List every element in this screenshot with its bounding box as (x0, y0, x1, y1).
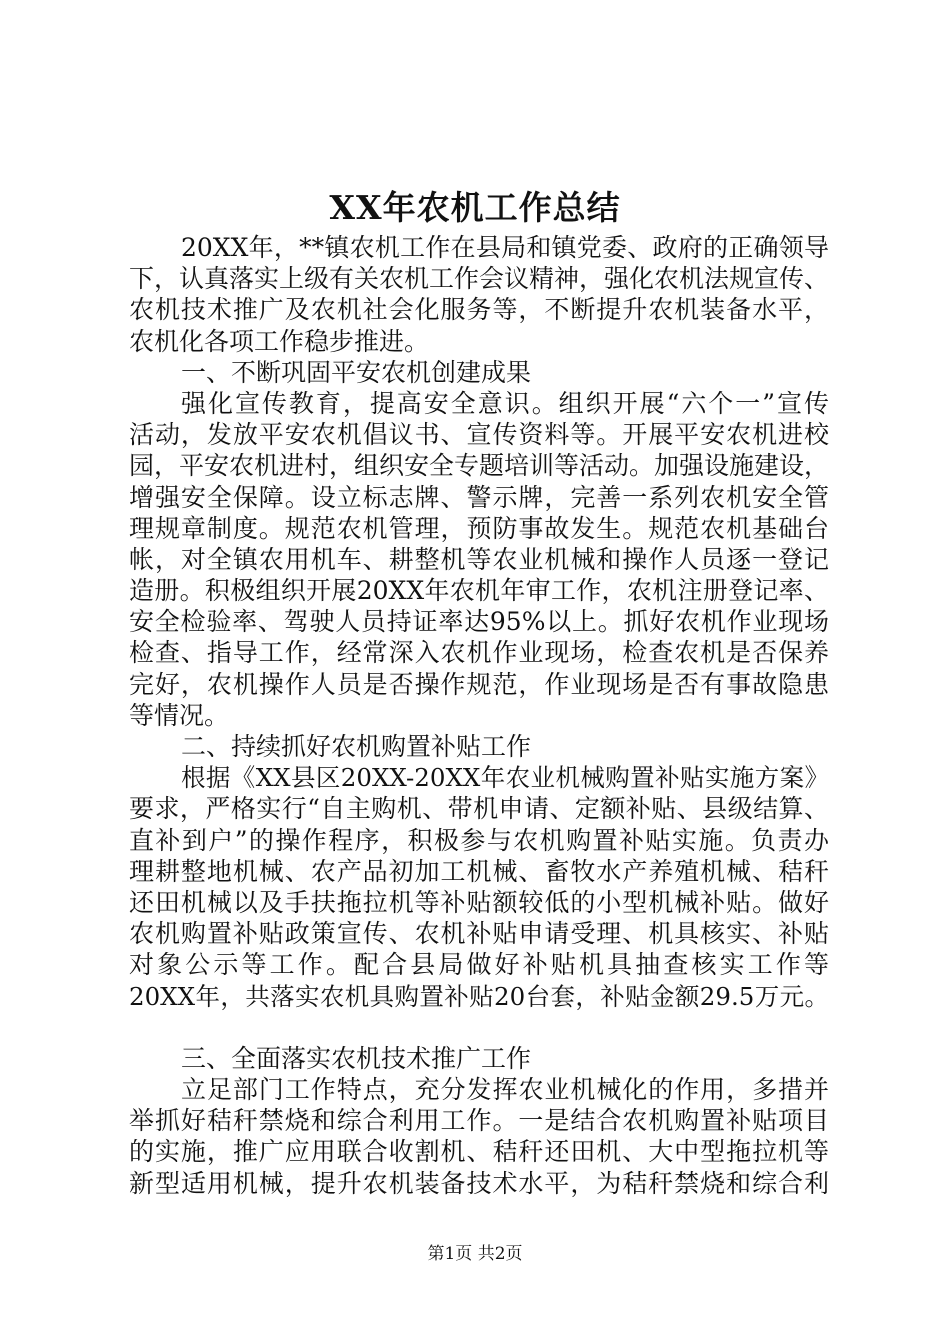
text-line: 要求，严格实行“自主购机、带机申请、定额补贴、县级结算、 (129, 794, 829, 824)
text-line: 举抓好秸秆禁烧和综合利用工作。一是结合农机购置补贴项目 (129, 1106, 829, 1136)
document-body (129, 232, 829, 1199)
text-line: 造册。积极组织开展20XX年农机年审工作，农机注册登记率、 (129, 576, 829, 606)
text-line: 检查、指导工作，经常深入农机作业现场，检查农机是否保养 (129, 638, 829, 668)
blank-line (129, 1012, 829, 1043)
text-line: 理耕整地机械、农产品初加工机械、畜牧水产养殖机械、秸秆 (129, 856, 829, 886)
section-heading: 三、全面落实农机技术推广工作 (181, 1043, 532, 1073)
text-line: 20XX年，共落实农机具购置补贴20台套，补贴金额29.5万元。 (129, 981, 829, 1011)
text-line: 农机购置补贴政策宣传、农机补贴申请受理、机具核实、补贴 (129, 919, 829, 949)
text-line: 等情况。 (129, 700, 230, 730)
text-line: 农机化各项工作稳步推进。 (129, 326, 430, 356)
text-line: 的实施，推广应用联合收割机、秸秆还田机、大中型拖拉机等 (129, 1137, 829, 1167)
text-line: 活动，发放平安农机倡议书、宣传资料等。开展平安农机进校 (129, 420, 829, 450)
section-heading: 二、持续抓好农机购置补贴工作 (181, 732, 532, 761)
text-line: 理规章制度。规范农机管理，预防事故发生。规范农机基础台 (129, 513, 829, 543)
document-title: XX年农机工作总结 (329, 188, 621, 227)
text-line: 下，认真落实上级有关农机工作会议精神，强化农机法规宣传、 (129, 264, 830, 294)
text-line: 20XX年，**镇农机工作在县局和镇党委、政府的正确领导 (181, 233, 829, 262)
text-line: 还田机械以及手扶拖拉机等补贴额较低的小型机械补贴。做好 (129, 887, 829, 917)
text-line: 立足部门工作特点，充分发挥农业机械化的作用，多措并 (181, 1075, 829, 1105)
text-line: 直补到户”的操作程序，积极参与农机购置补贴实施。负责办 (129, 825, 829, 855)
text-line: 新型适用机械，提升农机装备技术水平，为秸秆禁烧和综合利 (129, 1168, 829, 1198)
text-line: 园，平安农机进村，组织安全专题培训等活动。加强设施建设， (129, 451, 830, 481)
text-line: 帐，对全镇农用机车、耕整机等农业机械和操作人员逐一登记 (129, 544, 829, 574)
text-line: 完好，农机操作人员是否操作规范，作业现场是否有事故隐患 (129, 669, 829, 699)
text-line: 增强安全保障。设立标志牌、警示牌，完善一系列农机安全管 (129, 482, 829, 512)
section-heading: 一、不断巩固平安农机创建成果 (181, 357, 532, 387)
text-line: 对象公示等工作。配合县局做好补贴机具抽查核实工作等 (129, 950, 829, 980)
text-line: 安全检验率、驾驶人员持证率达95%以上。抓好农机作业现场 (129, 607, 829, 637)
text-line: 农机技术推广及农机社会化服务等，不断提升农机装备水平， (129, 295, 829, 325)
page-footer: 第1页 共2页 (427, 1244, 523, 1264)
text-line: 强化宣传教育，提高安全意识。组织开展“六个一”宣传 (181, 388, 829, 418)
text-line: 根据《XX县区20XX-20XX年农业机械购置补贴实施方案》 (181, 763, 829, 793)
